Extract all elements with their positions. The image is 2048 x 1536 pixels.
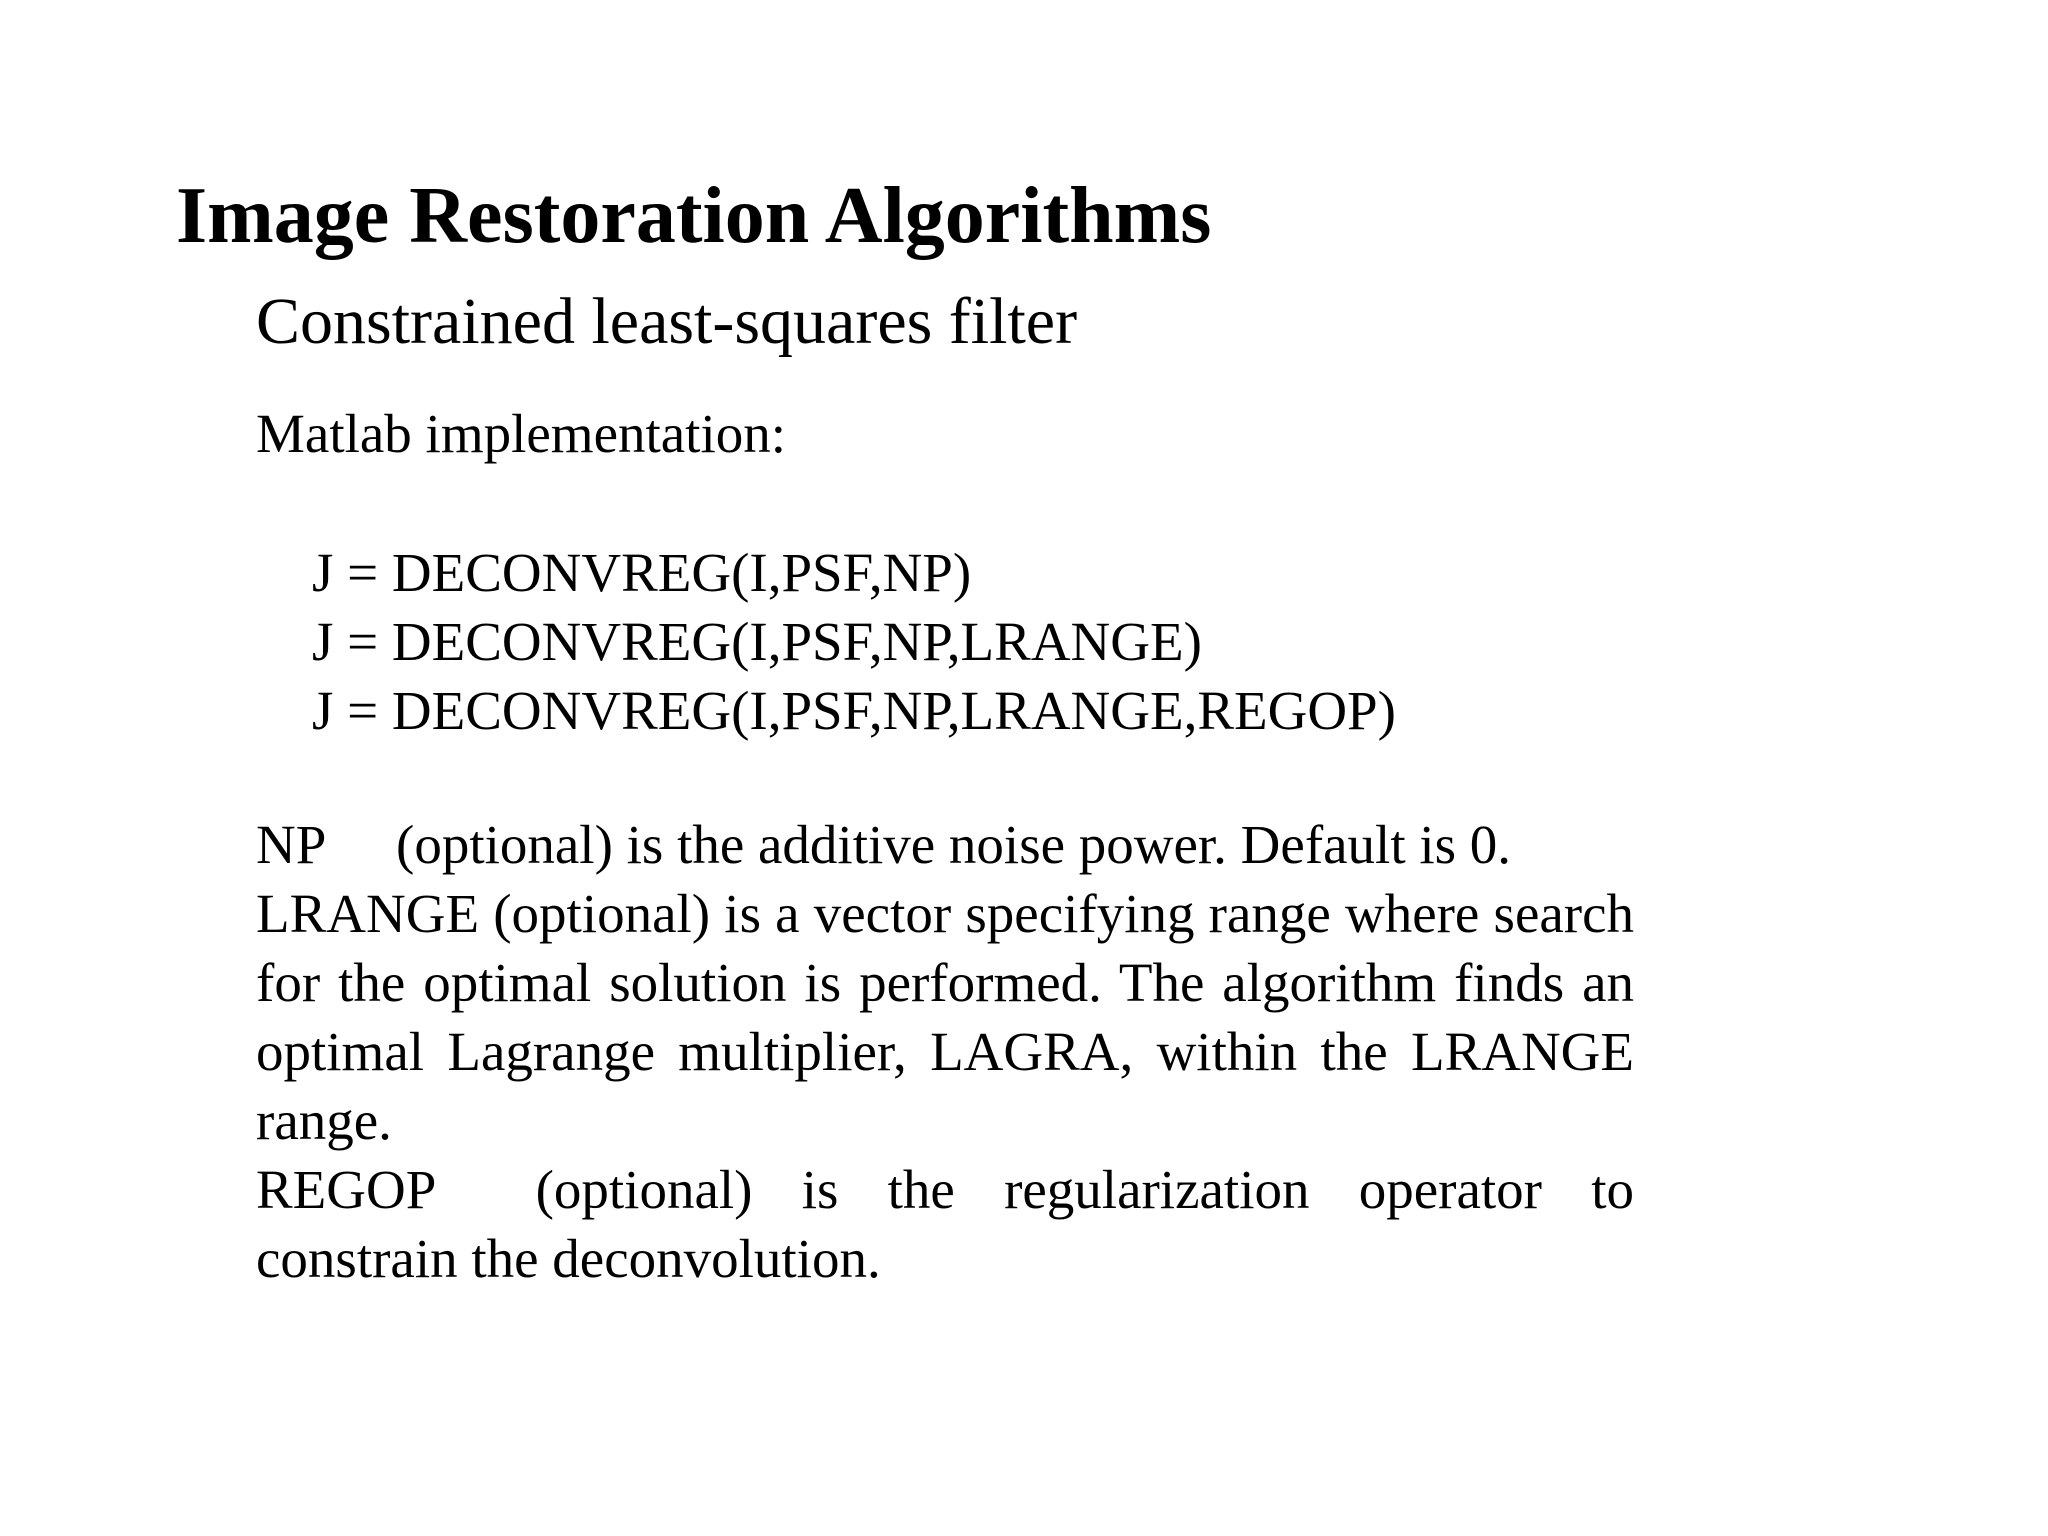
param-lrange-term: LRANGE <box>256 883 480 944</box>
slide-subtitle: Constrained least-squares filter <box>256 285 1078 358</box>
param-lrange-text: (optional) is a vector specifying range where search for the optimal solution is performed. The algorithm finds an optimal Lagrange multiplier, LAGRA, within the LRANGE range. <box>256 883 1634 1151</box>
param-np-description <box>256 810 1634 879</box>
param-regop-term: REGOP <box>256 1159 437 1220</box>
param-lrange-description <box>256 879 1634 1155</box>
slide-title: Image Restoration Algorithms <box>176 172 1212 260</box>
param-regop-text: (optional) is the regularization operator to constrain the deconvolution. <box>256 1159 1634 1289</box>
code-line: J = DECONVREG(I,PSF,NP,LRANGE) <box>312 611 1202 672</box>
param-np-text: (optional) is the additive noise power. Default is 0. <box>396 814 1512 875</box>
code-line: J = DECONVREG(I,PSF,NP,LRANGE,REGOP) <box>312 680 1396 741</box>
code-block <box>312 538 1396 745</box>
code-line: J = DECONVREG(I,PSF,NP) <box>312 542 972 603</box>
parameter-descriptions <box>256 810 1634 1293</box>
param-np-term: NP <box>256 814 327 875</box>
implementation-label: Matlab implementation: <box>256 403 787 464</box>
param-regop-description <box>256 1155 1634 1293</box>
